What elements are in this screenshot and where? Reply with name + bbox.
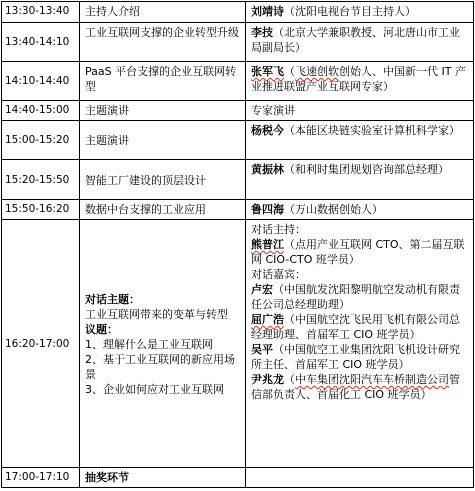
topic-cell: 工业互联网支撑的企业转型升级 [80,23,246,62]
guest-desc: （中国航空工业集团沈阳飞机设计研究所主任、首届军工 CIO 班学员） [251,343,460,371]
table-row [2,468,474,488]
dialogue-topic-title: 工业互联网带来的变革与转型 [85,307,228,321]
speaker-desc-company: 飞速创软 [295,65,339,78]
guest-desc: （中国航空沈飞民用飞机有限公司总经理助理、首届军工 CIO 班学员） [251,313,460,341]
speaker-cell [246,200,474,220]
topic-cell: 抽奖环节 [80,468,246,488]
speaker-name: 李技 [251,26,273,39]
host-entry [251,237,469,267]
guest-name: 尹兆龙 [251,373,284,386]
guest-desc-company: 中车集团沈阳汽车车桥制造公司 [295,373,449,386]
table-row [2,2,474,23]
speaker-cell [246,23,474,62]
speaker-cell: 专家演讲 [246,101,474,121]
speaker-desc: 创始人、中国新一代 IT 产业推进联盟产业互联网专家） [251,65,466,93]
speaker-desc: （万山数据创始人） [284,203,383,216]
subject-item: 3、企业如何应对工业互联网 [85,382,224,396]
guest-desc-open: （ [284,373,295,386]
guest-desc: 管信部负责人、首届化工 CIO 班学员） [251,373,460,401]
time-cell: 16:20-17:00 [2,220,80,468]
speaker-name: 刘靖诗 [251,5,284,18]
time-cell: 15:00-15:20 [2,121,80,160]
time-cell: 13:30-13:40 [2,2,80,23]
table-row [2,220,474,468]
speaker-name: 张军飞 [251,65,284,78]
table-row [2,121,474,160]
host-label: 对话主持： [251,223,306,236]
topic-cell: 主题演讲 [80,121,246,160]
speaker-desc: （北京大学兼职教授、河北唐山市工业局副局长） [251,26,460,54]
topic-cell: 智能工厂建设的顶层设计 [80,160,246,200]
subject-item: 2、基于工业互联网的新应用场景 [85,352,235,381]
speaker-desc: （和利时集团规划咨询部总经理） [284,163,449,176]
guest-name: 屈广浩 [251,313,284,326]
speaker-cell [246,160,474,200]
time-cell: 15:50-16:20 [2,200,80,220]
table-row [2,23,474,62]
speaker-cell [246,62,474,101]
agenda-table [1,1,474,488]
guest-desc: （中国航发沈阳黎明航空发动机有限责任公司总经理助理） [251,283,460,311]
speaker-cell [246,468,474,488]
topic-cell: 主题演讲 [80,101,246,121]
subject-item: 1、理解什么是工业互联网 [85,337,213,351]
time-cell: 14:40-15:00 [2,101,80,121]
speaker-desc: （沈阳电视台节目主持人） [284,5,416,18]
guest-name: 吴平 [251,343,273,356]
guest-entry [251,372,469,402]
speaker-desc: （本能区块链实验室计算机科学家） [284,124,460,137]
speaker-name: 鲁四海 [251,203,284,216]
topic-cell: 数据中台支撑的工业应用 [80,200,246,220]
speaker-name: 黄振林 [251,163,284,176]
speaker-desc-open: （ [284,65,295,78]
time-cell: 13:40-14:10 [2,23,80,62]
time-cell: 17:00-17:10 [2,468,80,488]
dialogue-people-cell [246,220,474,468]
host-desc: （点用产业互联网 CTO、第二届互联网 CIO-CTO 班学员） [251,238,465,266]
host-name: 熊普江 [251,238,284,251]
table-row [2,200,474,220]
table-row [2,101,474,121]
subjects-label: 议题： [85,322,118,336]
topic-cell: PaaS 平台支撑的企业互联网转型 [80,62,246,101]
guest-entry [251,282,469,312]
table-row [2,62,474,101]
guest-entry [251,312,469,342]
speaker-name: 杨税今 [251,124,284,137]
guests-label: 对话嘉宾： [251,268,306,281]
speaker-cell [246,2,474,23]
guest-name: 卢宏 [251,283,273,296]
time-cell: 15:20-15:50 [2,160,80,200]
speaker-cell [246,121,474,160]
dialogue-topic-cell [80,220,246,468]
guest-entry [251,342,469,372]
time-cell: 14:10-14:40 [2,62,80,101]
table-row [2,160,474,200]
dialogue-topic-label: 对话主题： [85,292,140,306]
topic-cell: 主持人介绍 [80,2,246,23]
